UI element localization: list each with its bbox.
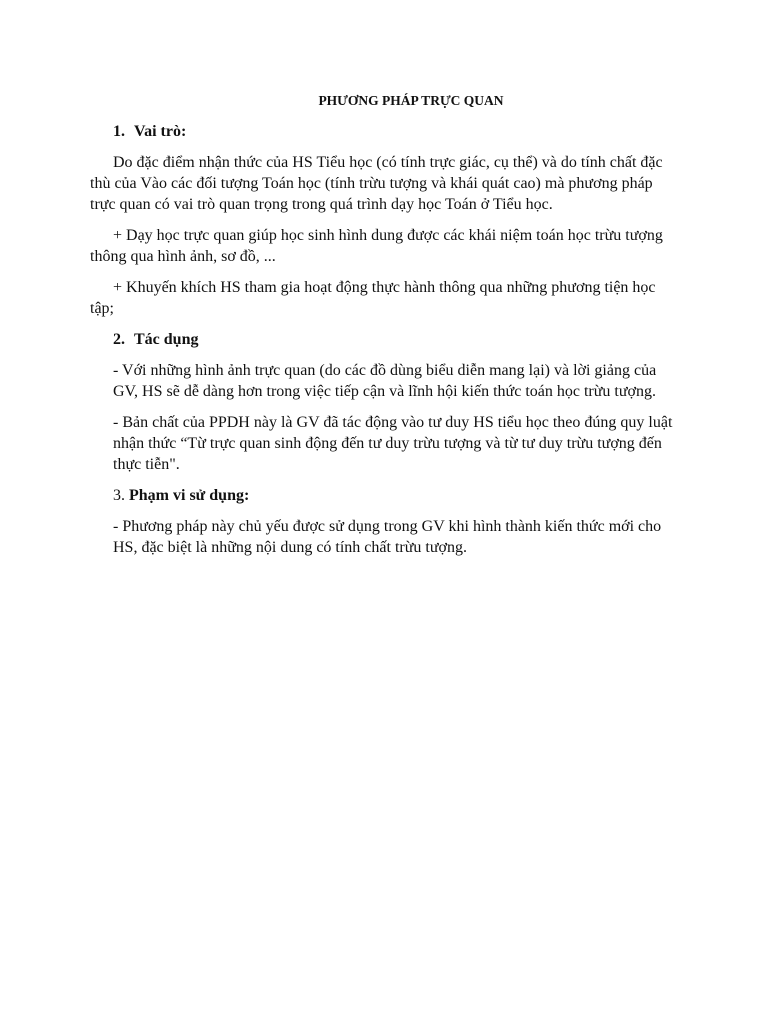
section-number: 3. [113,487,125,504]
section-heading-text: Phạm vi sử dụng: [129,487,250,504]
section-heading-pham-vi [90,485,680,506]
paragraph-dash: - Bản chất của PPDH này là GV đã tác động vào tư duy HS tiểu học theo đúng quy luật nhận thức “Từ trực quan sinh động đến tư duy trừu tượng và từ tư duy trừu tượng đến thực tiễn". [113,414,673,473]
section-heading-text: Vai trò: [134,123,187,140]
section-number: 2. [113,331,125,348]
section-heading-vai-tro [90,121,680,142]
paragraph-dash: - Phương pháp này chủ yếu được sử dụng trong GV khi hình thành kiến thức mới cho HS, đặc biệt là những nội dung có tính chất trừu tượng. [113,518,662,556]
section-heading-text: Tác dụng [134,331,199,348]
section-heading-tac-dung [90,329,680,350]
paragraph-dash: - Với những hình ảnh trực quan (do các đồ dùng biểu diễn mang lại) và lời giảng của GV, HS sẽ dễ dàng hơn trong việc tiếp cận và lĩnh hội kiến thức toán học trừu tượng. [113,362,657,400]
paragraph-bullet: + Dạy học trực quan giúp học sinh hình dung được các khái niệm toán học trừu tượng thông qua hình ảnh, sơ đồ, ... [90,227,663,265]
section-number: 1. [113,123,125,140]
document-title: PHƯƠNG PHÁP TRỰC QUAN [318,93,504,108]
paragraph-intro: Do đặc điểm nhận thức của HS Tiểu học (có tính trực giác, cụ thể) và do tính chất đặc thù của Vào các đối tượng Toán học (tính trừu tượng và khái quát cao) mà phương pháp trực quan có vai trò quan trọng trong quá trình dạy học Toán ở Tiểu học. [90,154,663,213]
paragraph-bullet: + Khuyến khích HS tham gia hoạt động thực hành thông qua những phương tiện học tập; [90,279,656,317]
document-body [90,90,680,568]
